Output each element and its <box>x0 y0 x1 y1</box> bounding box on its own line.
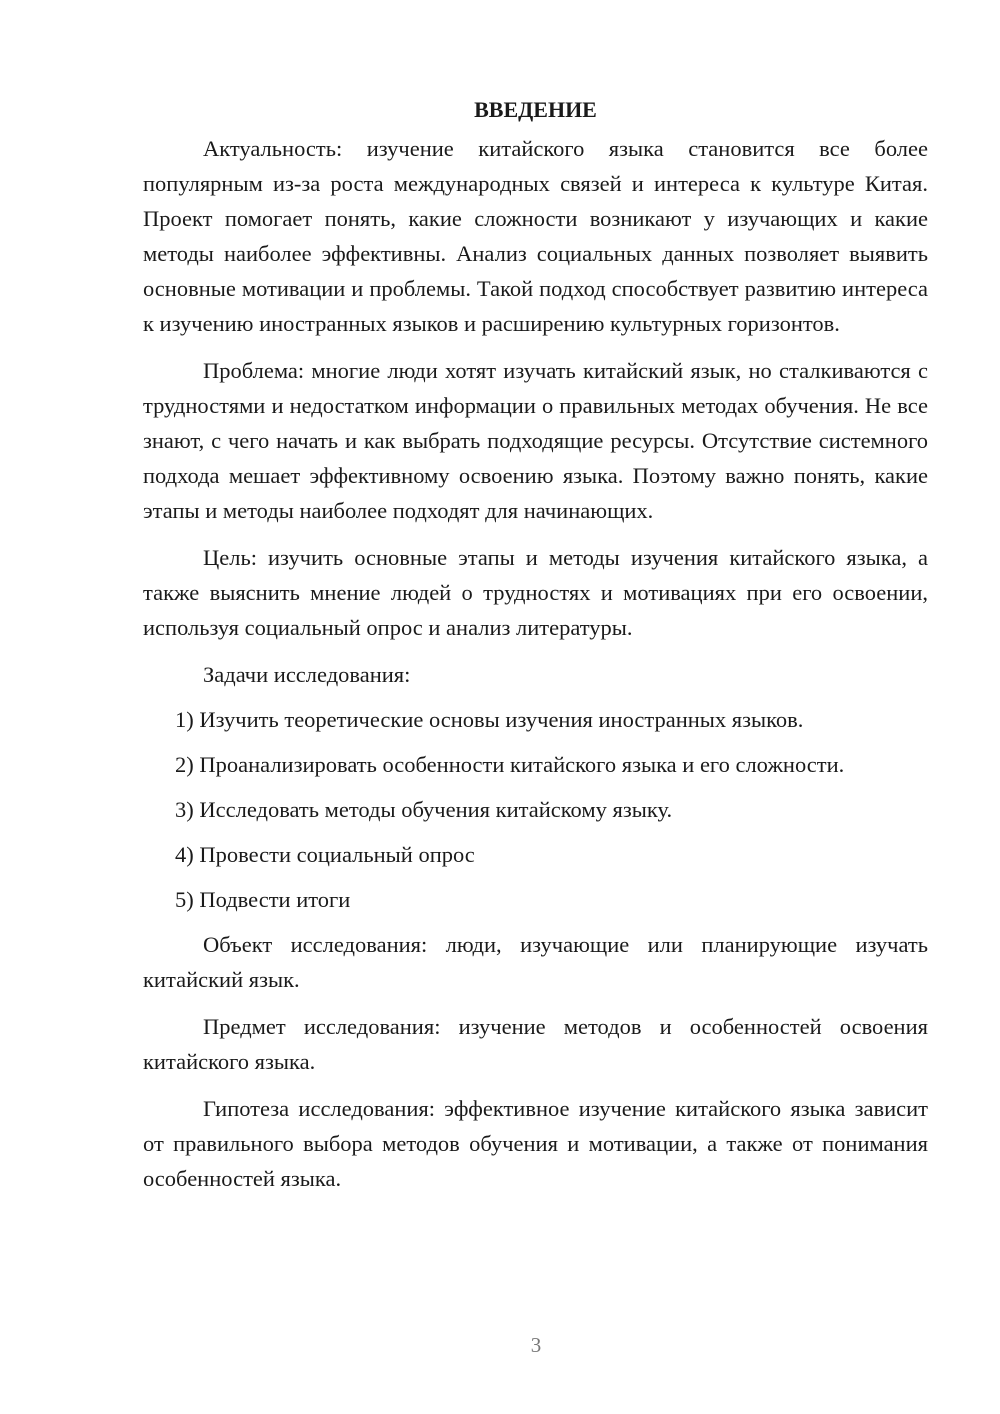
task-item: 4) Провести социальный опрос <box>175 842 475 867</box>
task-item: 3) Исследовать методы обучения китайскому языку. <box>175 797 673 822</box>
tasks-list <box>143 702 928 917</box>
page-number: 3 <box>530 1333 542 1357</box>
hypothesis-paragraph: Гипотеза исследования: эффективное изучение китайского языка зависит от правильного выбора методов обучения и мотивации, а также от понимания особенностей языка. <box>143 1096 928 1191</box>
task-item: 5) Подвести итоги <box>175 887 351 912</box>
goal-paragraph: Цель: изучить основные этапы и методы изучения китайского языка, а также выяснить мнение людей о трудностях и мотивациях при его освоении, используя социальный опрос и анализ литературы. <box>143 545 928 640</box>
task-item: 2) Проанализировать особенности китайского языка и его сложности. <box>175 752 845 777</box>
tasks-title: Задачи исследования: <box>203 662 411 687</box>
task-item: 1) Изучить теоретические основы изучения иностранных языков. <box>175 707 804 732</box>
page-content <box>143 92 928 1208</box>
relevance-paragraph: Актуальность: изучение китайского языка становится все более популярным из-за роста международных связей и интереса к культуре Китая. Проект помогает понять, какие сложности возникают у изучающих и какие методы наиболее эффективны. Анализ социальных данных позволяет выявить основные мотивации и проблемы. Такой подход способствует развитию интереса к изучению иностранных языков и расширению культурных горизонтов. <box>143 136 928 336</box>
problem-paragraph: Проблема: многие люди хотят изучать китайский язык, но сталкиваются с трудностями и недостатком информации о правильных методах обучения. Не все знают, с чего начать и как выбрать подходящие ресурсы. Отсутствие системного подхода мешает эффективному освоению языка. Поэтому важно понять, какие этапы и методы наиболее подходят для начинающих. <box>143 358 928 523</box>
section-heading: ВВЕДЕНИЕ <box>474 97 597 122</box>
object-paragraph: Объект исследования: люди, изучающие или планирующие изучать китайский язык. <box>143 932 928 992</box>
subject-paragraph: Предмет исследования: изучение методов и особенностей освоения китайского языка. <box>143 1014 928 1074</box>
